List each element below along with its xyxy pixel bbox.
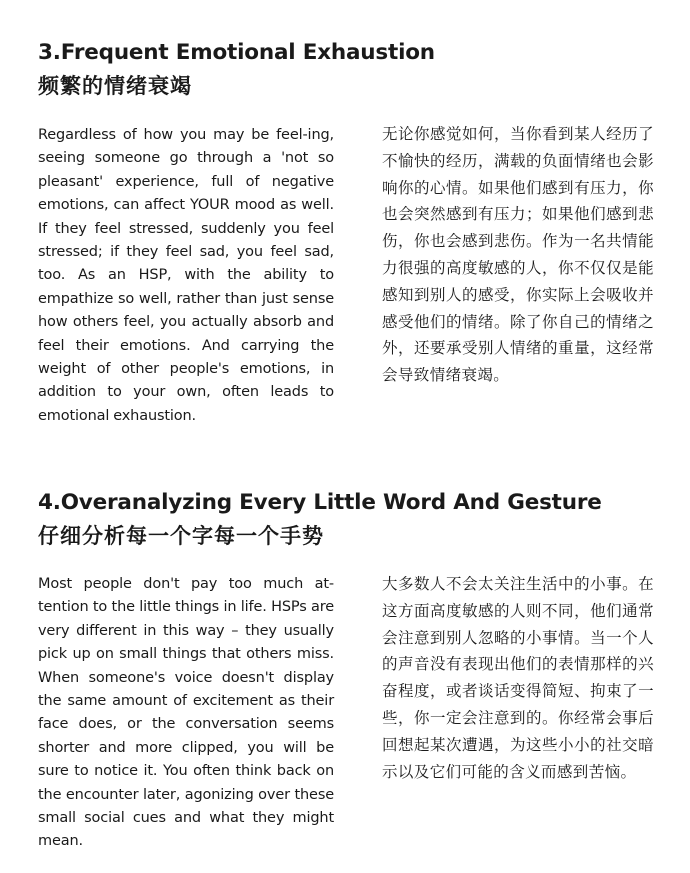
section-title-chinese: 仔细分析每一个字每一个手势 [38,524,324,548]
section-body-english: Most people don't pay too much at-tention to the little things in life. HSPs are very different in this way – they usually pick up on small things that others miss. When someone's voice doesn't display the same amount of excitement as their face does, or the conversation seems shorter and more clipped, you will be sure to notice it. You often think back on the encounter later, agonizing over these small social cues and what they might mean. [38,576,334,850]
section-title-english: 4.Overanalyzing Every Little Word And Gesture [38,490,602,515]
section-title-english: 3.Frequent Emotional Exhaustion [38,40,435,65]
section-body-chinese: 大多数人不会太关注生活中的小事。在这方面高度敏感的人则不同，他们通常会注意到别人忽略的小事情。当一个人的声音没有表现出他们的表情那样的兴奋程度，或者谈话变得简短、拘束了一些，你一定会注意到的。你经常会事后回想起某次遭遇，为这些小小的社交暗示以及它们可能的含义而感到苦恼。 [382,575,654,781]
section-title-chinese: 频繁的情绪衰竭 [38,74,192,98]
section-body-chinese: 无论你感觉如何，当你看到某人经历了不愉快的经历，满载的负面情绪也会影响你的心情。如果他们感到有压力，你也会突然感到有压力；如果他们感到悲伤，你也会感到悲伤。作为一名共情能力很强的高度敏感的人，你不仅仅是能感知到别人的感受，你实际上会吸收并感受他们的情绪。除了你自己的情绪之外，还要承受别人情绪的重量，这经常会导致情绪衰竭。 [382,125,654,385]
section-body-english: Regardless of how you may be feel-ing, seeing someone go through a 'not so pleasant' experience, full of negative emotions, can affect YOUR mood as well. If they feel stressed, suddenly you feel stressed; if they feel sad, you feel sad, too. As an HSP, with the ability to empathize so well, rather than just sense how others feel, you actually absorb and feel their emotions. And carrying the weight of other people's emotions, in addition to your own, often leads to emotional exhaustion. [38,127,334,424]
